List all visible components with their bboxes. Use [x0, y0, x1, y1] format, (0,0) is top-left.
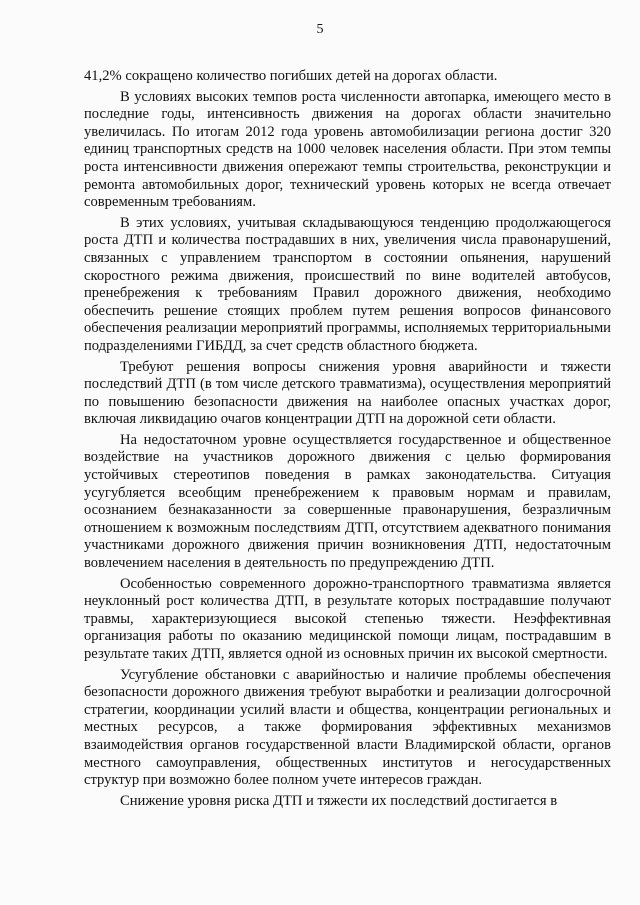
paragraph-traffic-growth: В условиях высоких темпов роста численности автопарка, имеющего место в последние годы, интенсивность движения на дорогах области значительно увеличилась. По итогам 2012 года уровень автомобилизации региона достиг 320 единиц транспортных средств на 1000 человек населения области. При этом темпы роста интенсивности движения опережают темпы строительства, реконструкции и ремонта автомобильных дорог, технический уровень которых не всегда отвечает современным требованиям.: [84, 88, 611, 211]
paragraph-strategy: Усугубление обстановки с аварийностью и наличие проблемы обеспечения безопасности дорожного движения требуют выработки и реализации долгосрочной стратегии, координации усилий власти и общества, концентрации региональных и местных ресурсов, а также формирования эффективных механизмов взаимодействия органов государственной власти Владимирской области, органов местного самоуправления, общественных институтов и негосударственных структур при возможно более полном учете интересов граждан.: [84, 666, 611, 789]
paragraph-continuation: 41,2% сокращено количество погибших детей на дорогах области.: [84, 68, 498, 84]
paragraph-public-influence: На недостаточном уровне осуществляется государственное и общественное воздействие на участников дорожного движения с целью формирования устойчивых стереотипов поведения в рамках законодательства. Ситуация усугубляется всеобщим пренебрежением к правовым нормам и правилам, осознанием безнаказанности за совершенные правонарушения, безразличным отношением к возможным последствиям ДТП, отсутствием адекватного понимания участниками дорожного движения причин возникновения ДТП, недостаточным вовлечением населения в деятельность по предупреждению ДТП.: [84, 431, 611, 572]
paragraph-conditions: В этих условиях, учитывая складывающуюся тенденцию продолжающегося роста ДТП и количества пострадавших в них, увеличения числа правонарушений, связанных с управлением транспортом в состоянии опьянения, нарушений скоростного режима движения, происшествий по вине водителей автобусов, пренебрежения к требованиям Правил дорожного движения, необходимо обеспечить решение стоящих проблем путем решения вопросов финансового обеспечения реализации мероприятий программы, исполняемых территориальными подразделениями ГИБДД, за счет средств областного бюджета.: [84, 214, 611, 354]
page-number: 5: [316, 22, 324, 37]
paragraph-issues: Требуют решения вопросы снижения уровня аварийности и тяжести последствий ДТП (в том числе детского травматизма), осуществления мероприятий по повышению безопасности движения на наиболее опасных участках дорог, включая ликвидацию очагов концентрации ДТП на дорожной сети области.: [84, 358, 611, 428]
document-body: [84, 68, 611, 813]
paragraph-risk-reduction: Снижение уровня риска ДТП и тяжести их последствий достигается в: [120, 792, 558, 809]
paragraph-injury-trends: Особенностью современного дорожно-транспортного травматизма является неуклонный рост количества ДТП, в результате которых пострадавшие получают травмы, характеризующиеся высокой степенью тяжести. Неэффективная организация работы по оказанию медицинской помощи лицам, пострадавшим в результате таких ДТП, является одной из основных причин их высокой смертности.: [84, 575, 611, 662]
